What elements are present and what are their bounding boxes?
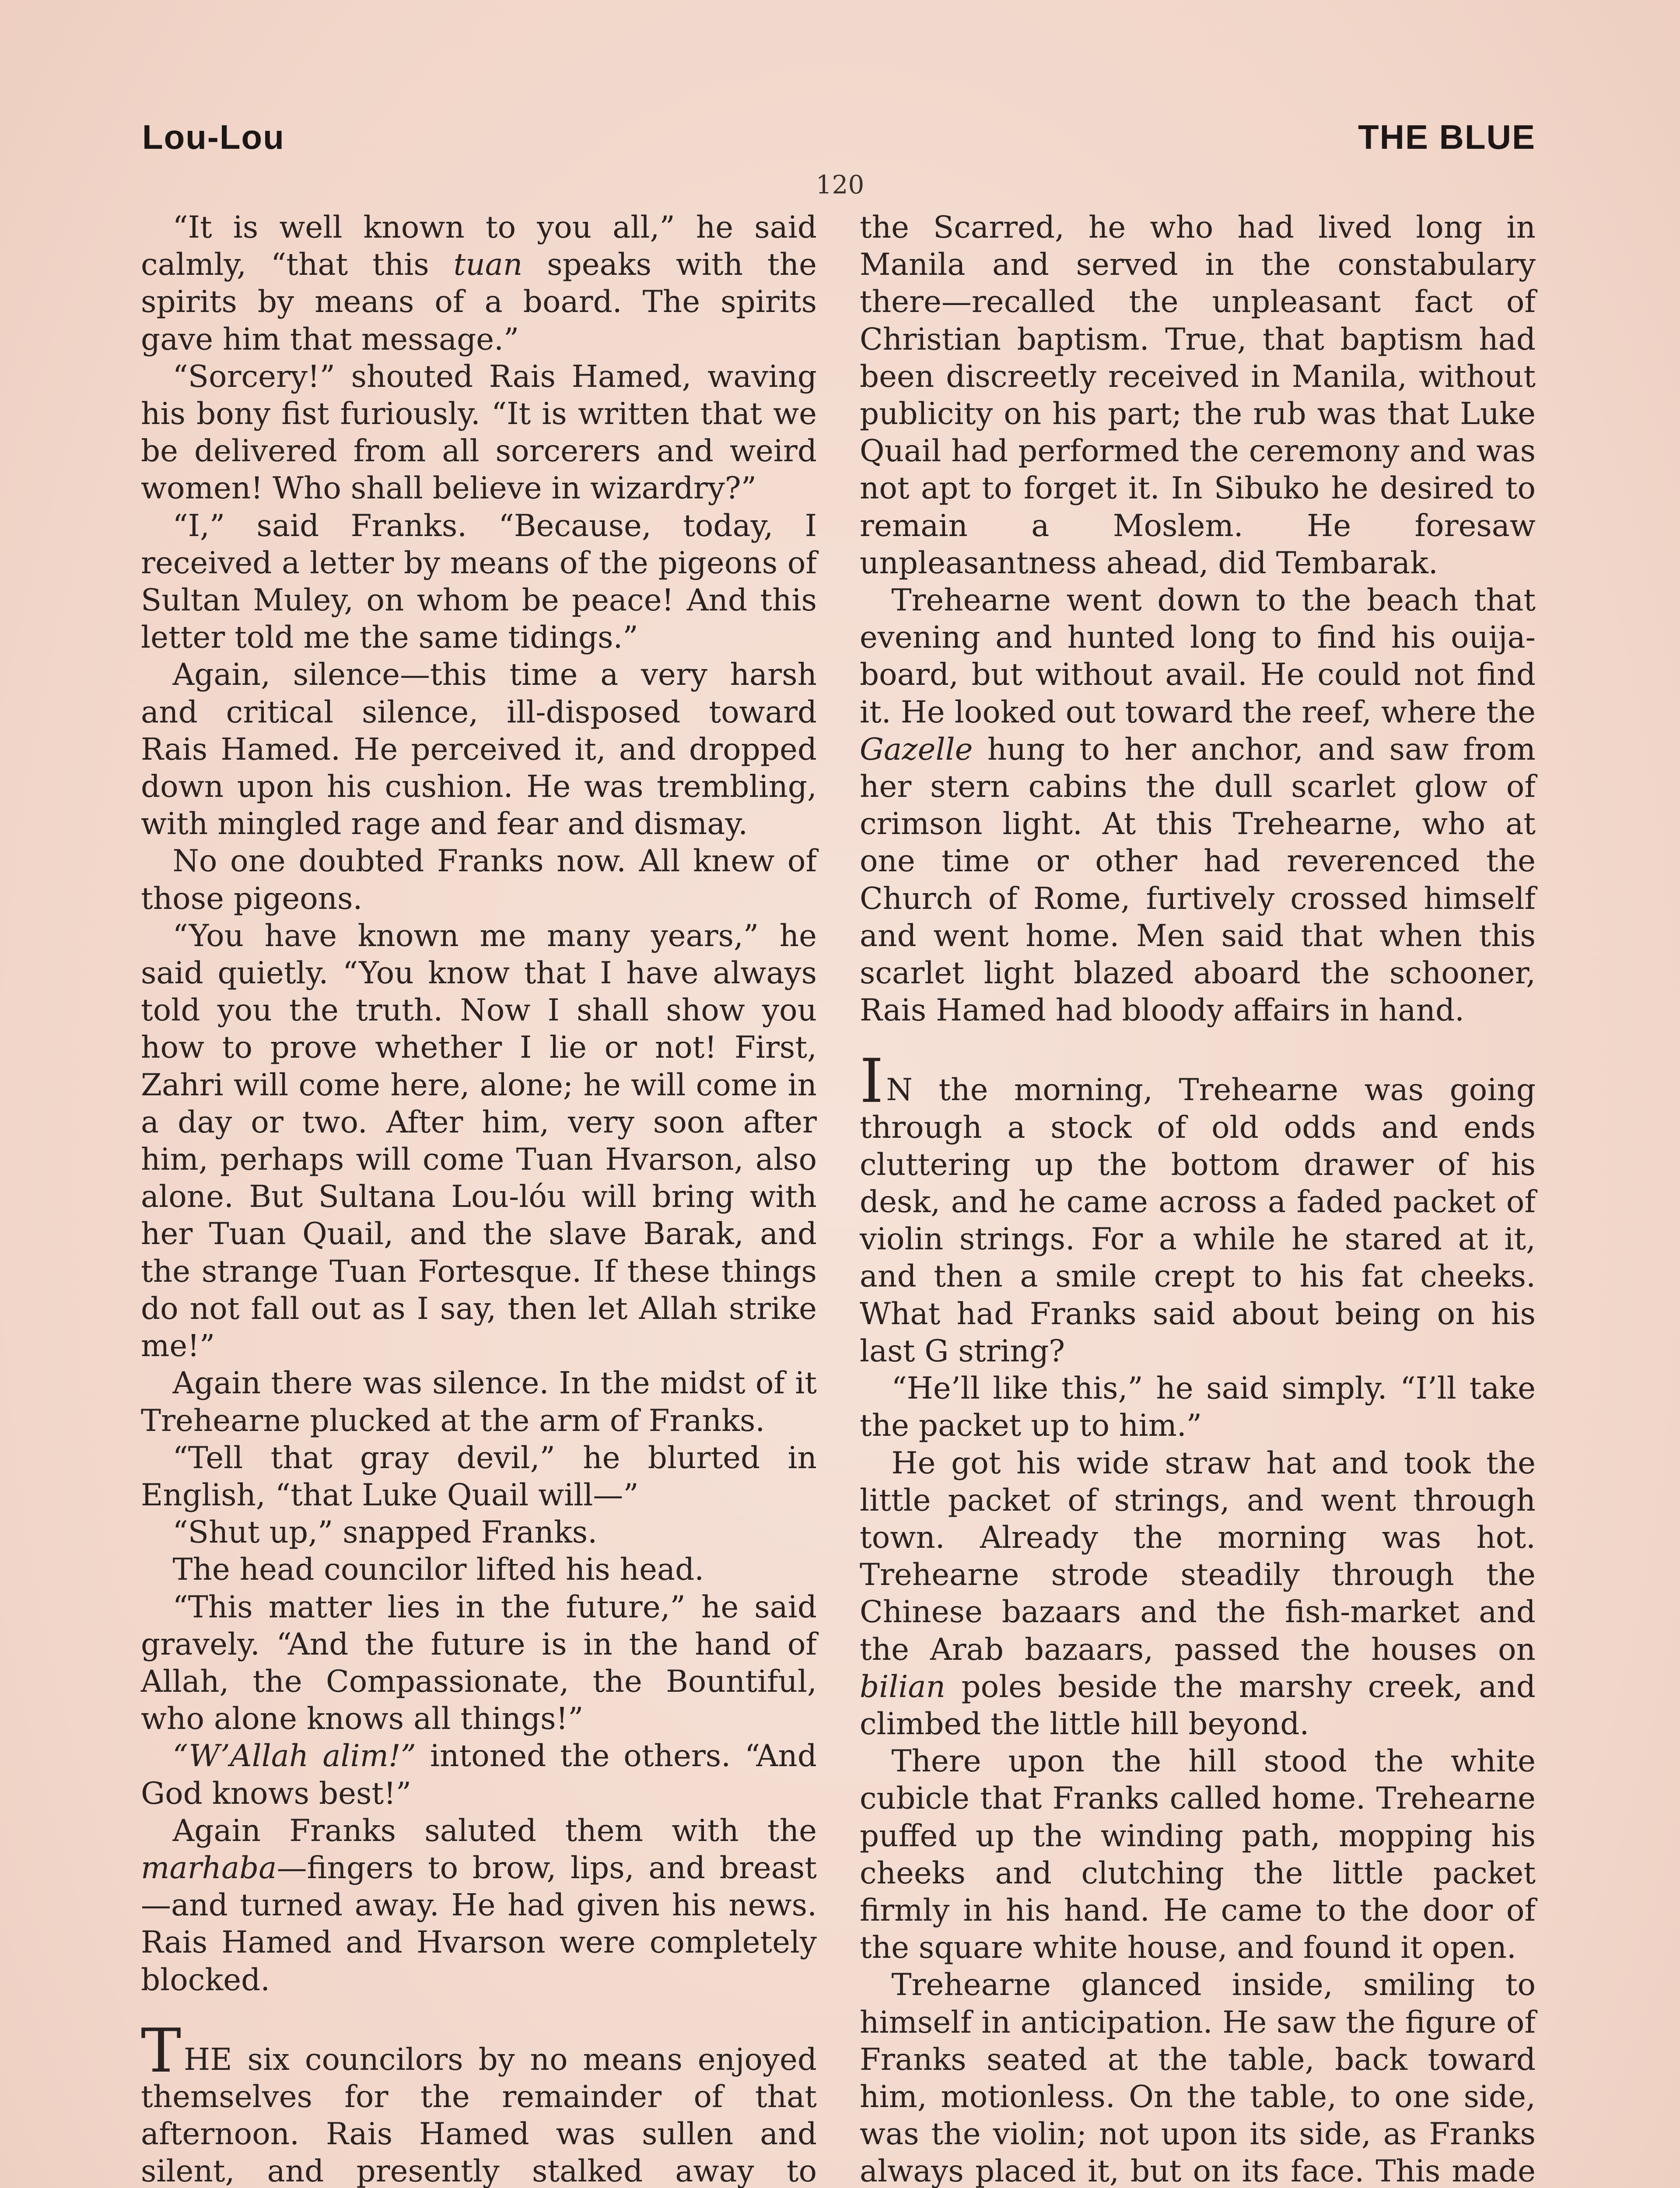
paragraph [860, 209, 1536, 582]
text-run: the Scarred, he who had lived long in Manila and served in the constabulary there—recalled the unpleasant fact of Christian baptism. True, that baptism had been discreetly received in Manila, without publicity on his part; the rub was that Luke Quail had performed the ceremony and was not apt to forget it. In Sibuko he desired to remain a Moslem. He foresaw unpleasantness ahead, did Tembarak. [860, 210, 1536, 581]
text-run: “He’ll like this,” he said simply. “I’ll take the packet up to him.” [860, 1371, 1536, 1444]
paragraph [860, 1370, 1536, 1445]
italic-text: bilian [860, 1669, 945, 1704]
italic-text: marhaba [141, 1850, 277, 1886]
paragraph [141, 843, 817, 917]
text-run: There upon the hill stood the white cubicle that Franks called home. Trehearne puffed up the winding path, mopping his cheeks and clutching the little packet firmly in his hand. He came to the door of the square white house, and found it open. [860, 1744, 1536, 1966]
text-run: He got his wide straw hat and took the little packet of strings, and went through town. Already the morning was hot. Trehearne strode steadily through the Chinese bazaars and the fish-market and the Arab bazaars, passed the houses on [860, 1445, 1536, 1667]
text-run: The head councilor lifted his head. [172, 1552, 704, 1588]
text-run: “You have known me many years,” he said quietly. “You know that I have always told you the truth. Now I shall show you how to prove whether I lie or not! First, Zahri will come here, alone; he will come in a day or two. After him, very soon after him, perhaps will come Tuan Hvarson, also alone. But Sultana Lou-lóu will bring with her Tuan Quail, and the slave Barak, and the strange Tuan Fortesque. If these things do not fall out as I say, then let Allah strike me!” [141, 918, 817, 1364]
paragraph [860, 1046, 1536, 1370]
running-head-story-title: Lou-Lou [142, 118, 285, 156]
text-run: Trehearne went down to the beach that evening and hunted long to find his ouija-board, but without avail. He could not find it. He looked out toward the reef, where the [860, 583, 1536, 730]
text-run: “Sorcery!” shouted Rais Hamed, waving his bony fist furiously. “It is written that we be delivered from all sorcerers and weird women! Who shall believe in wizardry?” [141, 359, 817, 506]
text-run: No one doubted Franks now. All knew of those pigeons. [141, 844, 817, 916]
paragraph [860, 1445, 1536, 1743]
paragraph [141, 1551, 817, 1588]
running-head [142, 117, 1536, 157]
paragraph [141, 358, 817, 508]
text-run: poles beside the marshy creek, and climbed the little hill beyond. [860, 1669, 1536, 1742]
text-run: Again, silence—this time a very harsh and critical silence, ill-disposed toward Rais Hamed. He perceived it, and dropped down upon his cushion. He was trembling, with mingled rage and fear and dismay. [141, 657, 817, 842]
paragraph [860, 582, 1536, 1029]
text-run: “Shut up,” snapped Franks. [172, 1515, 598, 1550]
paragraph [141, 918, 817, 1365]
paragraph [141, 656, 817, 843]
italic-text: Gazelle [860, 732, 973, 767]
text-run: —fingers to brow, lips, and breast —and turned away. He had given his news. Rais Hamed and Hvarson were completely blocked. [141, 1850, 817, 1998]
text-run: “This matter lies in the future,” he said gravely. “And the future is in the hand of Allah, the Compassionate, the Bountiful, who alone knows all things!” [141, 1589, 817, 1737]
paragraph [141, 1514, 817, 1551]
text-run: intoned the others. “And God knows best!” [141, 1739, 817, 1811]
paragraph [141, 1738, 817, 1812]
text-run: HE six councilors by no means enjoyed themselves for the remainder of that afternoon. Rais Hamed was sullen and silent, and presently stalked away to [141, 2042, 817, 2188]
text-run: N the morning, Trehearne was going through a stock of old odds and ends cluttering up the bottom drawer of his desk, and he came across a faded packet of violin strings. For a while he stared at it, and then a smile crept to his fat cheeks. What had Franks said about being on his last G string? [860, 1073, 1536, 1369]
right-text-column [860, 209, 1536, 2188]
left-text-column [141, 209, 817, 2188]
text-run: Trehearne glanced inside, smiling to himself in anticipation. He saw the figure of Franks seated at the table, back toward him, motionless. On the table, to one side, was the violin; not upon its side, as Franks always placed it, but on its face. This made [860, 1967, 1536, 2188]
drop-cap: I [860, 1046, 884, 1117]
text-run: Again there was silence. In the midst of it Trehearne plucked at the arm of Franks. [141, 1366, 817, 1438]
text-run: hung to her anchor, and saw from her stern cabins the dull scarlet glow of crimson light. At this Trehearne, who at one time or other had reverenced the Church of Rome, furtively crossed himself and went home. Men said that when this scarlet light blazed aboard the schooner, Rais Hamed had bloody affairs in hand. [860, 732, 1536, 1028]
paragraph [141, 1589, 817, 1738]
drop-cap: T [141, 2015, 182, 2086]
paragraph [141, 2015, 817, 2188]
italic-text: “W’Allah alim!” [172, 1739, 416, 1774]
page-number: 120 [816, 170, 864, 200]
italic-text: tuan [453, 247, 523, 283]
text-run: speaks with the spirits by means of a board. The spirits gave him that message.” [141, 247, 817, 357]
text-run: “Tell that gray devil,” he blurted in English, “that Luke Quail will—” [141, 1440, 817, 1513]
text-run: “It is well known to you all,” he said calmly, “that this [141, 210, 817, 283]
paragraph [141, 1813, 817, 1999]
running-head-magazine-title: THE BLUE [1358, 118, 1536, 156]
paragraph [860, 1743, 1536, 1967]
paragraph [141, 508, 817, 657]
paragraph [860, 1967, 1536, 2188]
text-run: Again Franks saluted them with the [172, 1813, 817, 1848]
paragraph [141, 209, 817, 358]
paragraph [141, 1365, 817, 1439]
paragraph [141, 1440, 817, 1514]
text-run: “I,” said Franks. “Because, today, I received a letter by means of the pigeons of Sultan Muley, on whom be peace! And this letter told me the same tidings.” [141, 508, 817, 656]
